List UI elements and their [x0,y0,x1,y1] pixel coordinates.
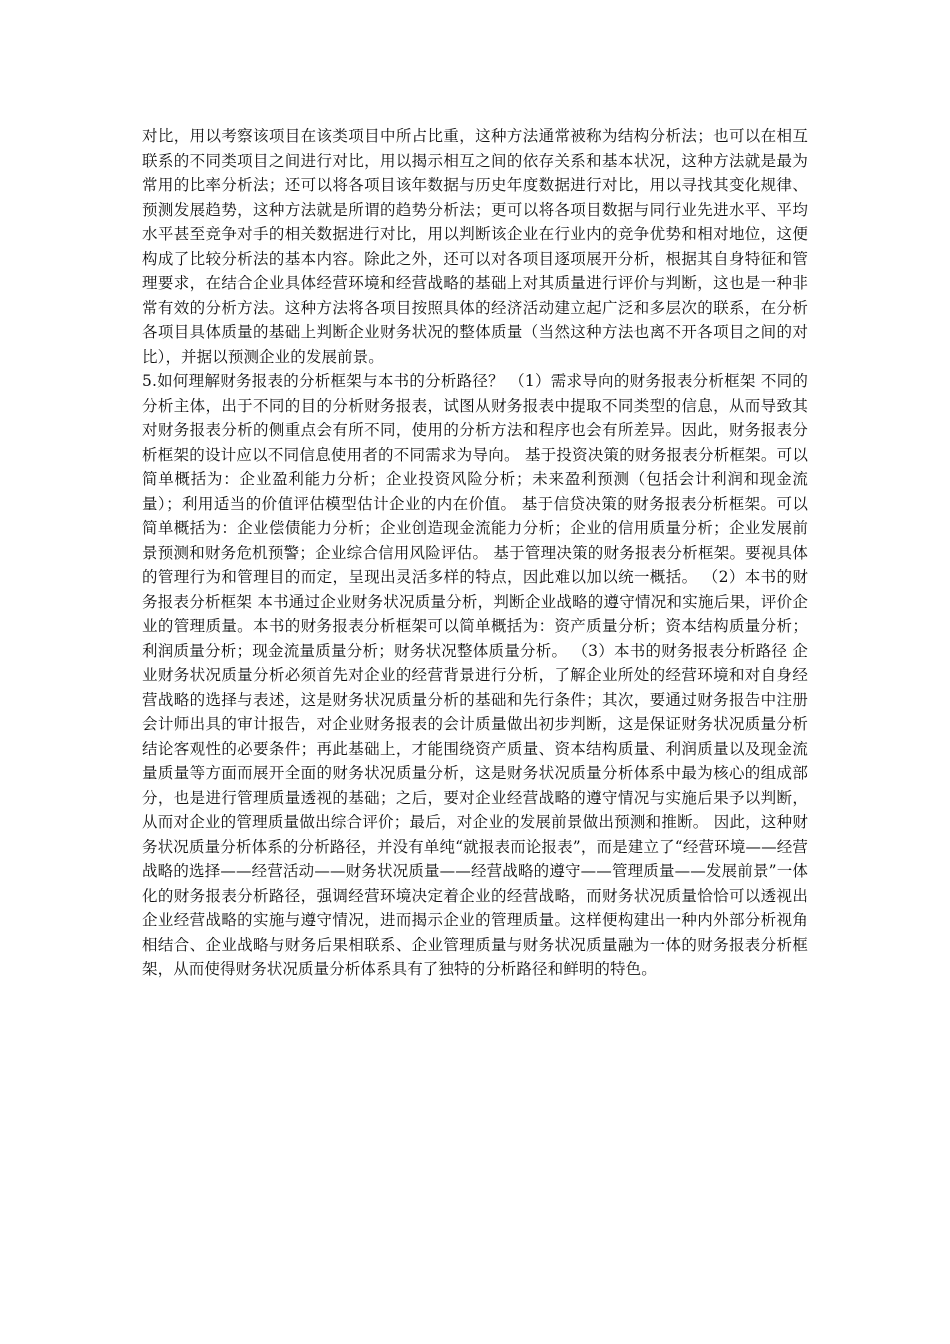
body-paragraph: 对比，用以考察该项目在该类项目中所占比重，这种方法通常被称为结构分析法；也可以在相互联系的不同类项目之间进行对比，用以揭示相互之间的依存关系和基本状况，这种方法就是最为常用的比率分析法；还可以将各项目该年数据与历史年度数据进行对比，用以寻找其变化规律、预测发展趋势，这种方法就是所谓的趋势分析法；更可以将各项目数据与同行业先进水平、平均水平甚至竞争对手的相关数据进行对比，用以判断该企业在行业内的竞争优势和相对地位，这便构成了比较分析法的基本内容。除此之外，还可以对各项目逐项展开分析，根据其自身特征和管理要求，在结合企业具体经营环境和经营战略的基础上对其质量进行评价与判断，这也是一种非常有效的分析方法。这种方法将各项目按照具体的经济活动建立起广泛和多层次的联系，在分析各项目具体质量的基础上判断企业财务状况的整体质量（当然这种方法也离不开各项目之间的对比），并据以预测企业的发展前景。 [142,127,808,366]
body-paragraph: 5.如何理解财务报表的分析框架与本书的分析路径？ （1）需求导向的财务报表分析框架 不同的分析主体，出于不同的目的分析财务报表，试图从财务报表中提取不同类型的信息，从而导致其对财务报表分析的侧重点会有所不同，使用的分析方法和程序也会有所差异。因此，财务报表分析框架的设计应以不同信息使用者的不同需求为导向。 基于投资决策的财务报表分析框架。可以简单概括为：企业盈利能力分析；企业投资风险分析；未来盈利预测（包括会计利润和现金流量）；利用适当的价值评估模型估计企业的内在价值。 基于信贷决策的财务报表分析框架。可以简单概括为：企业偿债能力分析；企业创造现金流能力分析；企业的信用质量分析；企业发展前景预测和财务危机预警；企业综合信用风险评估。 基于管理决策的财务报表分析框架。要视具体的管理行为和管理目的而定，呈现出灵活多样的特点，因此难以加以统一概括。 （2）本书的财务报表分析框架 本书通过企业财务状况质量分析，判断企业战略的遵守情况和实施后果，评价企业的管理质量。本书的财务报表分析框架可以简单概括为：资产质量分析；资本结构质量分析；利润质量分析；现金流量质量分析；财务状况整体质量分析。 （3）本书的财务报表分析路径 企业财务状况质量分析必须首先对企业的经营背景进行分析，了解企业所处的经营环境和对自身经营战略的选择与表述，这是财务状况质量分析的基础和先行条件；其次，要通过财务报告中注册会计师出具的审计报告，对企业财务报表的会计质量做出初步判断，这是保证财务状况质量分析结论客观性的必要条件；再此基础上，才能围绕资产质量、资本结构质量、利润质量以及现金流量质量等方面而展开全面的财务状况质量分析，这是财务状况质量分析体系中最为核心的组成部分，也是进行管理质量透视的基础；之后，要对企业经营战略的遵守情况与实施后果予以判断，从而对企业的管理质量做出综合评价；最后，对企业的发展前景做出预测和推断。 因此，这种财务状况质量分析体系的分析路径，并没有单纯“就报表而论报表”，而是建立了“经营环境——经营战略的选择——经营活动——财务状况质量——经营战略的遵守——管理质量——发展前景”一体化的财务报表分析路径，强调经营环境决定着企业的经营战略，而财务状况质量恰恰可以透视出企业经营战略的实施与遵守情况，进而揭示企业的管理质量。这样便构建出一种内外部分析视角相结合、企业战略与财务后果相联系、企业管理质量与财务状况质量融为一体的财务报表分析框架，从而使得财务状况质量分析体系具有了独特的分析路径和鲜明的特色。 [142,372,808,978]
document-body [142,124,808,982]
